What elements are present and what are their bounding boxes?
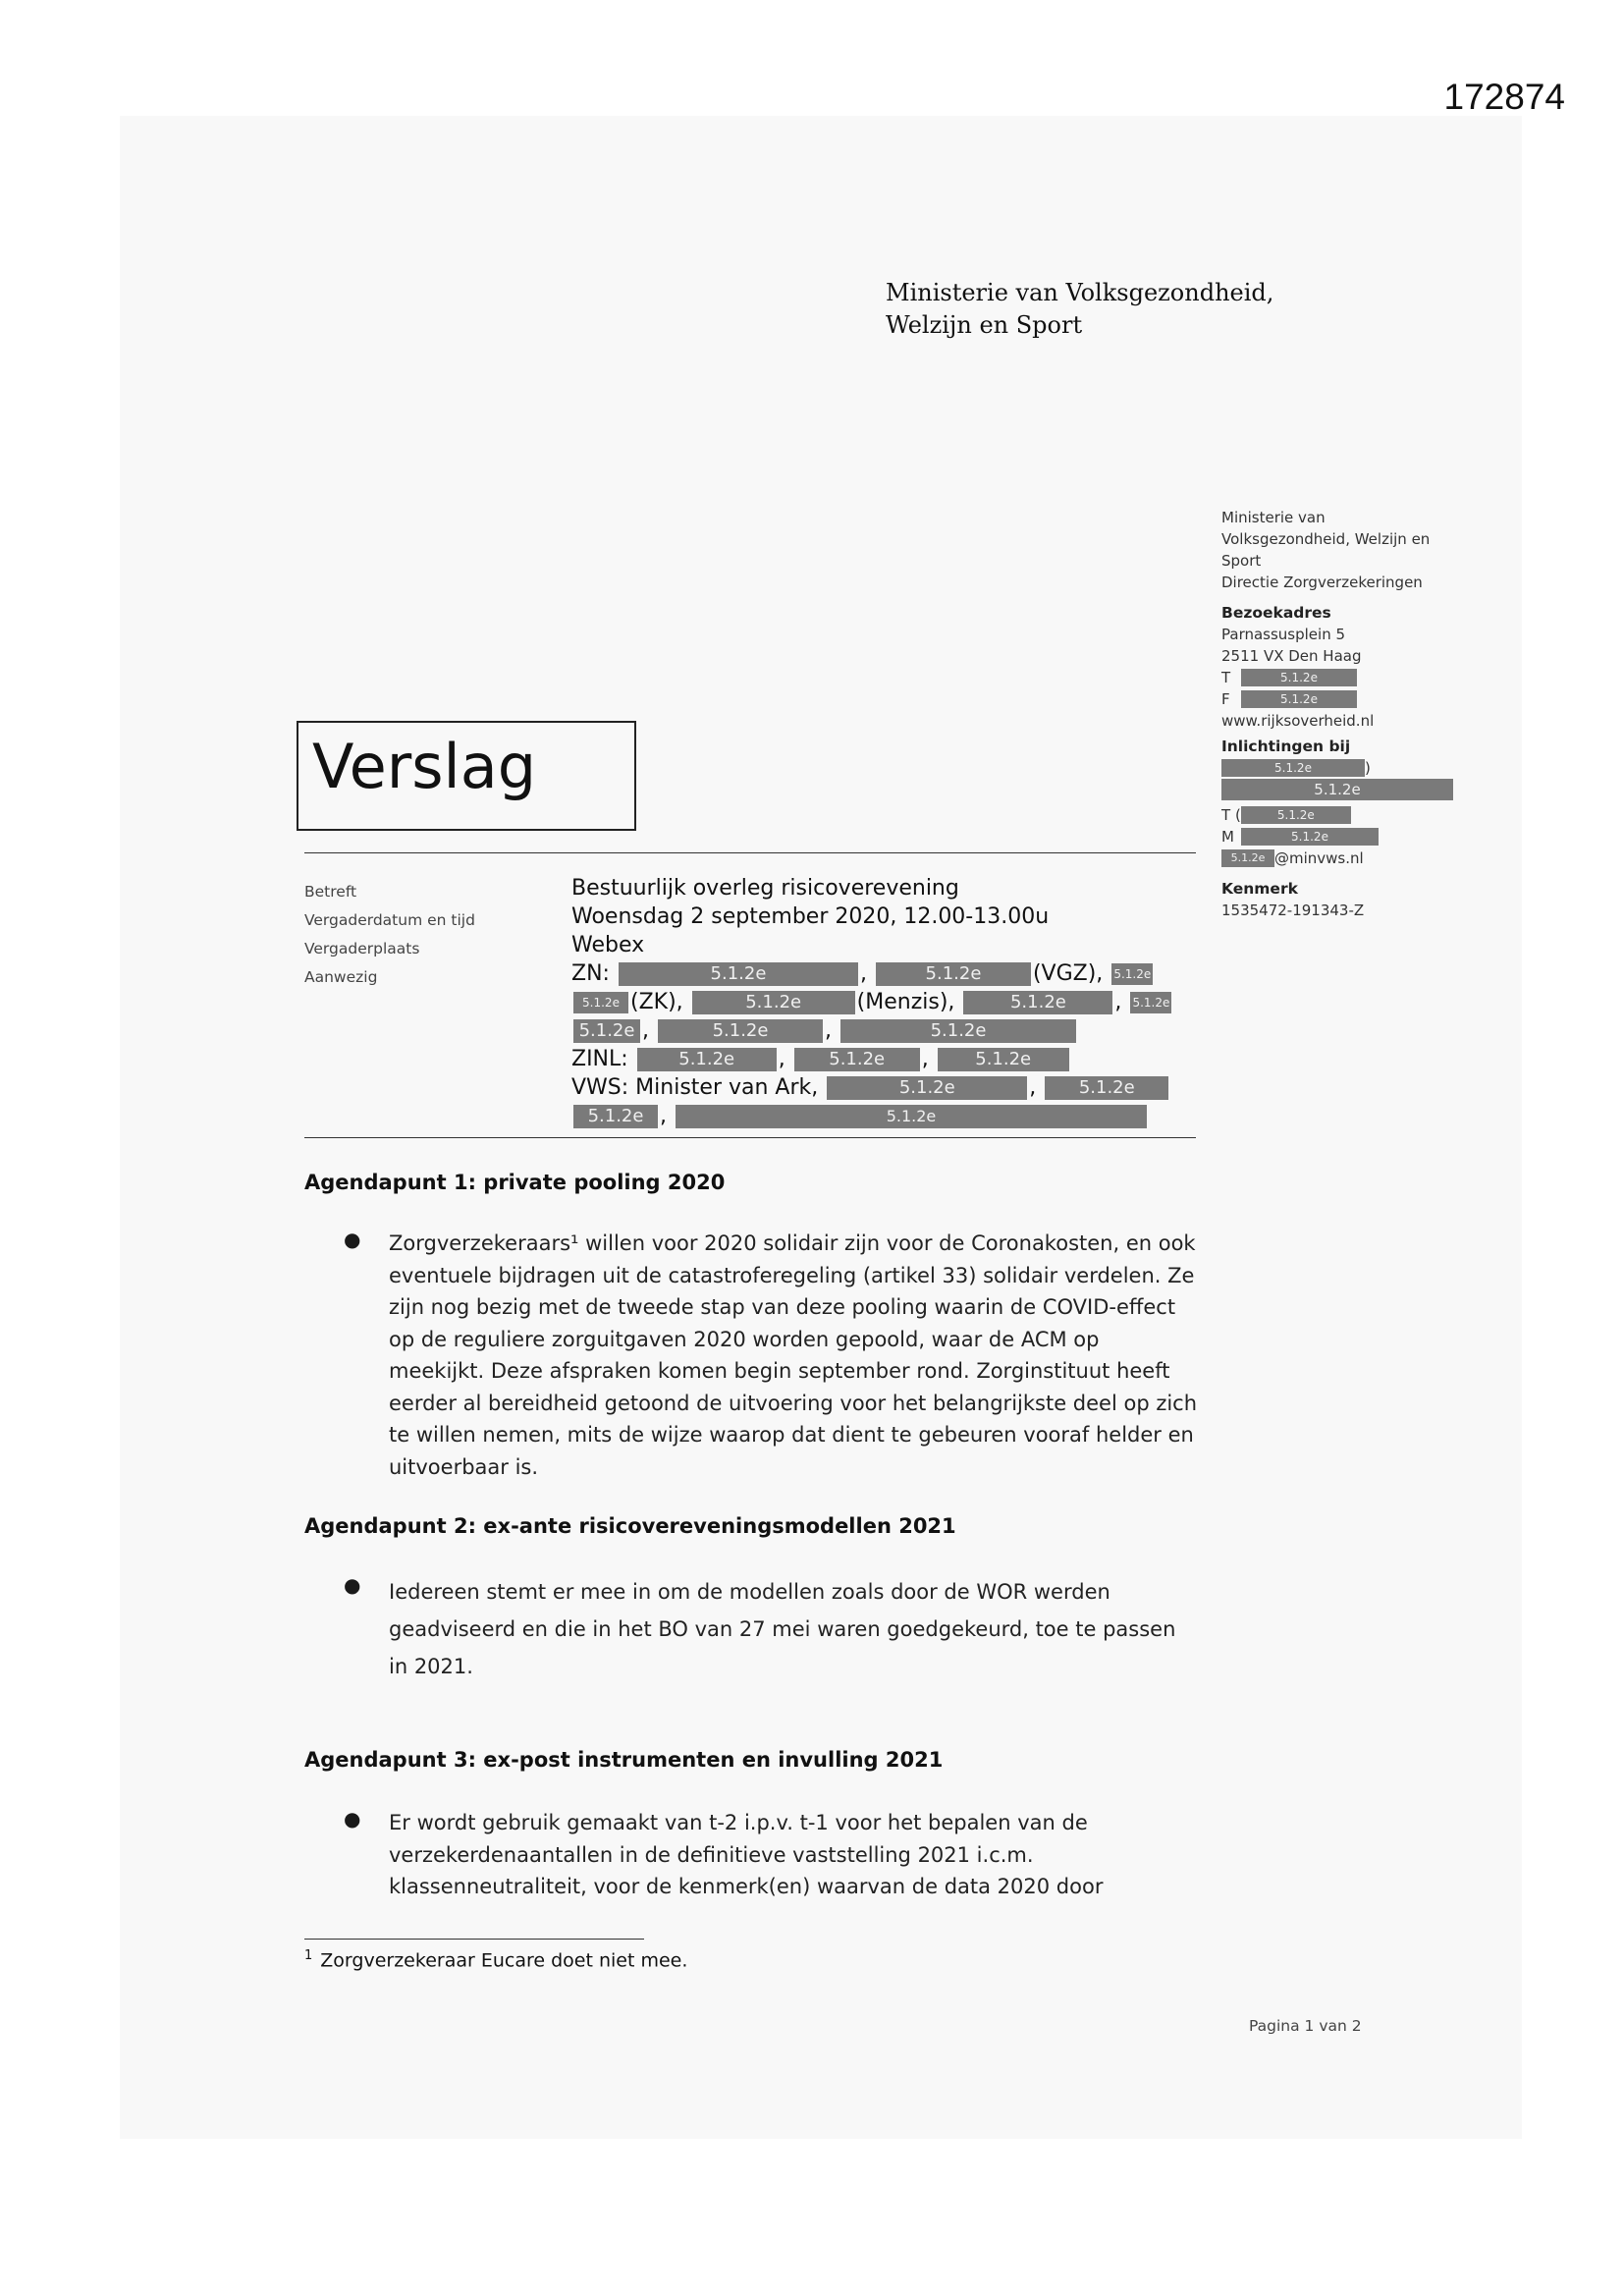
contact-email-row bbox=[1221, 847, 1467, 869]
zinl-label: ZINL: bbox=[571, 1047, 628, 1071]
contact-phone-row bbox=[1221, 804, 1467, 826]
ministry-letterhead bbox=[886, 277, 1273, 342]
mobile-label: M bbox=[1221, 828, 1234, 846]
attendees-zinl-line bbox=[571, 1045, 1200, 1073]
sidebar-org-line: Directie Zorgverzekeringen bbox=[1221, 574, 1423, 591]
bullet-icon: ● bbox=[344, 1573, 361, 1597]
phone-row bbox=[1221, 667, 1467, 688]
ministry-line-2: Welzijn en Sport bbox=[886, 311, 1083, 339]
redaction-box: 5.1.2e bbox=[876, 962, 1031, 986]
bezoekadres-heading: Bezoekadres bbox=[1221, 604, 1331, 622]
paren-close: ) bbox=[1365, 759, 1371, 777]
comma: , bbox=[1029, 1075, 1037, 1100]
document-title: Verslag bbox=[312, 731, 537, 802]
redaction-box: 5.1.2e bbox=[1221, 849, 1274, 867]
redaction-box: 5.1.2e bbox=[573, 1019, 640, 1043]
divider-top bbox=[304, 852, 1196, 853]
redaction-box: 5.1.2e bbox=[963, 991, 1112, 1014]
bullet-icon: ● bbox=[344, 1228, 361, 1251]
redaction-box: 5.1.2e bbox=[827, 1076, 1027, 1100]
attendees-zn-line-2 bbox=[571, 988, 1200, 1016]
fax-label: F bbox=[1221, 690, 1230, 708]
redaction-box: 5.1.2e bbox=[1241, 828, 1379, 846]
agenda-item-2 bbox=[344, 1573, 1198, 1685]
paren-open: ( bbox=[1235, 806, 1241, 824]
meta-label-aanwezig: Aanwezig bbox=[304, 968, 378, 986]
kenmerk-value: 1535472-191343-Z bbox=[1221, 902, 1365, 919]
sidebar-org-line: Sport bbox=[1221, 552, 1262, 570]
sidebar-org-line: Volksgezondheid, Welzijn en bbox=[1221, 530, 1431, 548]
redaction-box: 5.1.2e bbox=[1221, 759, 1365, 777]
attendee-org-menzis: (Menzis), bbox=[856, 990, 955, 1014]
phone-label: T bbox=[1221, 669, 1231, 686]
page-number: Pagina 1 van 2 bbox=[1249, 2017, 1362, 2035]
address-line: Parnassusplein 5 bbox=[1221, 626, 1346, 643]
comma: , bbox=[825, 1018, 832, 1043]
comma: , bbox=[778, 1047, 785, 1071]
agenda-item-1 bbox=[344, 1228, 1198, 1483]
redaction-box: 5.1.2e bbox=[1241, 669, 1357, 686]
email-suffix: @minvws.nl bbox=[1274, 849, 1364, 867]
redaction-box: 5.1.2e bbox=[1241, 806, 1351, 824]
ministry-line-1: Ministerie van Volksgezondheid, bbox=[886, 279, 1274, 306]
meta-labels bbox=[304, 878, 475, 992]
contact-mobile-row bbox=[1221, 826, 1467, 847]
agenda-heading-3: Agendapunt 3: ex-post instrumenten en invulling 2021 bbox=[304, 1748, 944, 1772]
footnote-marker: 1 bbox=[304, 1948, 313, 1963]
attendees-zn-line bbox=[571, 959, 1200, 988]
footnote bbox=[304, 1948, 687, 1971]
kenmerk-heading: Kenmerk bbox=[1221, 880, 1298, 898]
redaction-box: 5.1.2e bbox=[619, 962, 858, 986]
comma: , bbox=[642, 1018, 649, 1043]
agenda-heading-1: Agendapunt 1: private pooling 2020 bbox=[304, 1171, 726, 1194]
address-line: 2511 VX Den Haag bbox=[1221, 647, 1362, 665]
vws-label: VWS: Minister van Ark, bbox=[571, 1075, 819, 1100]
meta-label-datum: Vergaderdatum en tijd bbox=[304, 911, 475, 929]
attendees-vws-line bbox=[571, 1073, 1200, 1102]
meta-plaats: Webex bbox=[571, 933, 645, 957]
phone-label: T bbox=[1221, 806, 1231, 824]
comma: , bbox=[921, 1047, 929, 1071]
footnote-text: Zorgverzekeraar Eucare doet niet mee. bbox=[320, 1949, 688, 1972]
meta-datum: Woensdag 2 september 2020, 12.00-13.00u bbox=[571, 904, 1050, 929]
contact-dept-row bbox=[1221, 779, 1467, 800]
redaction-box: 5.1.2e bbox=[794, 1048, 920, 1071]
attendees-zn-line-3 bbox=[571, 1016, 1200, 1045]
bullet-icon: ● bbox=[344, 1807, 361, 1831]
document-title-box bbox=[297, 721, 636, 831]
meta-label-plaats: Vergaderplaats bbox=[304, 940, 420, 957]
redaction-box: 5.1.2e bbox=[1241, 690, 1357, 708]
redaction-box: 5.1.2e bbox=[1221, 779, 1453, 800]
attendee-org-zk: (ZK), bbox=[630, 990, 683, 1014]
contact-name-row bbox=[1221, 757, 1467, 779]
comma: , bbox=[660, 1104, 667, 1128]
comma: , bbox=[859, 961, 867, 986]
agenda-text-3: Er wordt gebruik gemaakt van t-2 i.p.v. t-1 voor het bepalen van de verzekerdenaantallen in de definitieve vaststelling 2021 i.c.m. klassenneutraliteit, voor de kenmerk(en) waarvan de data 2020 door bbox=[389, 1811, 1104, 1898]
agenda-text-1: Zorgverzekeraars¹ willen voor 2020 solidair zijn voor de Coronakosten, en ook eventuele bijdragen uit de catastroferegeling (artikel 33) solidair verdelen. Ze zijn nog bezig met de tweede stap van deze pooling waarin de COVID-effect op de reguliere zorguitgaven 2020 worden gepoold, waar de ACM op meekijkt. Deze afspraken komen begin september rond. Zorginstituut heeft eerder al bereidheid getoond de uitvoering voor het belangrijkste deel op zich te willen nemen, mits de wijze waarop dat dient te gebeuren vooraf helder en uitvoerbaar is. bbox=[389, 1231, 1198, 1479]
footnote-divider bbox=[304, 1939, 644, 1940]
sidebar-org-line: Ministerie van bbox=[1221, 509, 1326, 526]
inlichtingen-heading: Inlichtingen bij bbox=[1221, 738, 1351, 755]
redaction-box: 5.1.2e bbox=[1045, 1076, 1168, 1100]
redaction-box: 5.1.2e bbox=[1111, 963, 1153, 985]
fax-row bbox=[1221, 688, 1467, 710]
agenda-text-2: Iedereen stemt er mee in om de modellen zoals door de WOR werden geadviseerd en die in het BO van 27 mei waren goedgekeurd, toe te passen in 2021. bbox=[389, 1580, 1176, 1678]
agenda-heading-2: Agendapunt 2: ex-ante risicovereveningsmodellen 2021 bbox=[304, 1514, 956, 1538]
redaction-box: 5.1.2e bbox=[637, 1048, 777, 1071]
divider-bottom bbox=[304, 1137, 1196, 1138]
redaction-box: 5.1.2e bbox=[658, 1019, 823, 1043]
meta-betreft: Bestuurlijk overleg risicoverevening bbox=[571, 876, 959, 901]
zn-label: ZN: bbox=[571, 961, 610, 986]
redaction-box: 5.1.2e bbox=[692, 991, 855, 1014]
redaction-box: 5.1.2e bbox=[840, 1019, 1076, 1043]
redaction-box: 5.1.2e bbox=[676, 1105, 1147, 1128]
redaction-box: 5.1.2e bbox=[1130, 992, 1171, 1013]
comma: , bbox=[1114, 990, 1122, 1014]
meta-values bbox=[571, 874, 1200, 1130]
meta-label-betreft: Betreft bbox=[304, 883, 357, 901]
redaction-box: 5.1.2e bbox=[573, 1105, 658, 1128]
agenda-item-3 bbox=[344, 1807, 1198, 1903]
redaction-box: 5.1.2e bbox=[938, 1048, 1069, 1071]
sidebar-contact-block bbox=[1221, 507, 1467, 921]
website: www.rijksoverheid.nl bbox=[1221, 712, 1375, 730]
document-number: 172874 bbox=[1443, 77, 1565, 117]
attendee-org-vgz: (VGZ), bbox=[1032, 961, 1104, 986]
attendees-vws-line-2 bbox=[571, 1102, 1200, 1130]
redaction-box: 5.1.2e bbox=[573, 992, 628, 1013]
